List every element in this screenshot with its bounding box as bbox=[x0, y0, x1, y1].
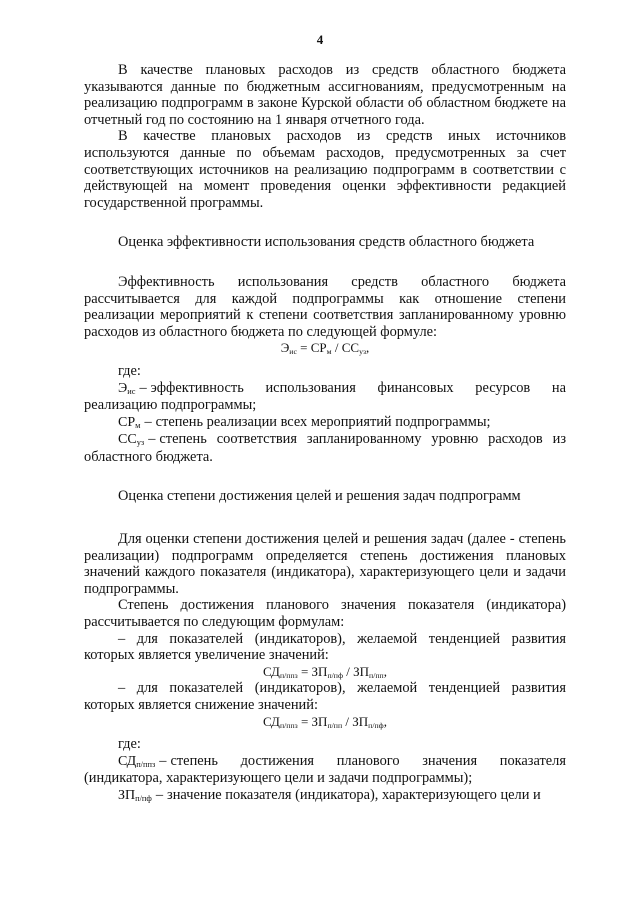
definition-term: $СР_м$ – степень реализации всех мероприятий подпрограммы; bbox=[118, 413, 491, 430]
definition-term: $СС_{уз}$ – степень соответствия запланированному уровню расходов из областного бюджета. bbox=[84, 431, 566, 465]
where-label: где: bbox=[118, 736, 141, 753]
definition-term: $СД_{п/ппз}$ – степень достижения планового значения показателя (индикатора, характеризующего цели и задачи подпрограммы); bbox=[84, 752, 566, 787]
term-symbol: $СС_{уз}$ bbox=[118, 432, 145, 448]
formula-efficiency: $Э_{ис} = СР_м / СС_{уз}$, bbox=[280, 340, 370, 357]
where-label: где: bbox=[118, 362, 141, 379]
paragraph: – для показателей (индикаторов), желаемой тенденцией развития которых является снижение значений: bbox=[84, 680, 566, 713]
section-heading: Оценка эффективности использования средств областного бюджета bbox=[118, 234, 535, 251]
document-body bbox=[84, 62, 566, 805]
paragraph: Эффективность использования средств областного бюджета рассчитывается для каждой подпрограммы как отношение степени реализации мероприятий к степени соответствия запланированному уровню расходов из областного бюджета по следующей формуле: bbox=[84, 273, 566, 340]
paragraph: Для оценки степени достижения целей и решения задач (далее - степень реализации) подпрограмм определяется степень достижения плановых значений каждого показателя (индикатора), характеризующего цели и задачи подпрограммы. bbox=[84, 531, 566, 597]
paragraph: В качестве плановых расходов из средств иных источников используются данные по объемам расходов, предусмотренных за счет соответствующих источников на реализацию подпрограмм в соответствии с действующей на момент проведения оценки эффективности редакцией государственной программы. bbox=[84, 128, 566, 211]
term-symbol: $СР_м$ bbox=[118, 414, 141, 430]
paragraph: В качестве плановых расходов из средств областного бюджета указываются данные по бюджетным ассигнованиям, предусмотренным на реализацию подпрограмм в законе Курской области об областном бюджете на отчетный год по состоянию на 1 января отчетного года. bbox=[84, 62, 566, 128]
paragraph: Степень достижения планового значения показателя (индикатора) рассчитывается по следующим формулам: bbox=[84, 597, 566, 631]
definition-term: $Э_{ис}$ – эффективность использования финансовых ресурсов на реализацию подпрограммы; bbox=[84, 379, 566, 414]
page-number: 4 bbox=[316, 32, 324, 47]
term-symbol: $ЗП_{п/пф}$ bbox=[118, 787, 152, 803]
formula-decrease: $СД_{п/ппз} = ЗП_{п/пп} / ЗП_{п/пф}$, bbox=[263, 713, 387, 730]
formula-increase: $СД_{п/ппз} = ЗП_{п/пф} / ЗП_{п/пп}$, bbox=[263, 663, 387, 680]
definition-term: $ЗП_{п/пф}$ – значение показателя (индикатора), характеризующего цели и bbox=[118, 786, 541, 803]
section-heading: Оценка степени достижения целей и решения задач подпрограмм bbox=[118, 488, 521, 505]
paragraph: – для показателей (индикаторов), желаемой тенденцией развития которых является увеличение значений: bbox=[84, 630, 566, 664]
term-symbol: $СД_{п/ппз}$ bbox=[118, 753, 156, 769]
term-symbol: $Э_{ис}$ bbox=[118, 380, 136, 396]
